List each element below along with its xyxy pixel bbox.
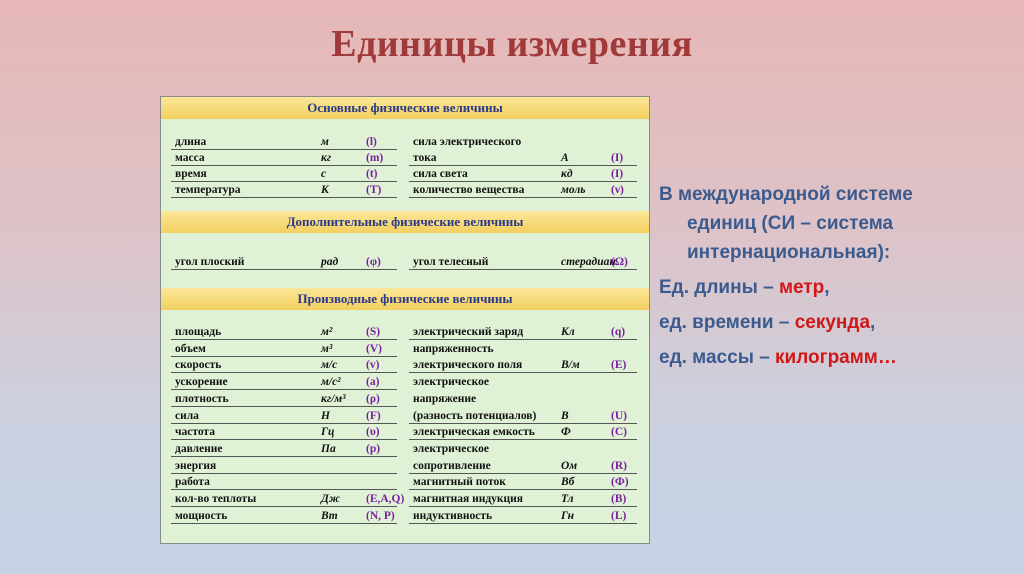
quantity-name: температура bbox=[175, 184, 241, 196]
quantity-name: сила электрического bbox=[413, 136, 522, 148]
unit-symbol: В/м bbox=[561, 359, 580, 372]
unit-symbol: Кл bbox=[561, 326, 575, 338]
table-row bbox=[161, 342, 649, 357]
quantity-letter: (F) bbox=[366, 409, 381, 422]
quantity-name: магнитный поток bbox=[413, 476, 506, 489]
unit-symbol: м bbox=[321, 136, 329, 148]
unit-symbol: Вб bbox=[561, 476, 575, 489]
si-time-label: ед. времени – bbox=[659, 312, 795, 333]
row-underline bbox=[409, 165, 637, 166]
quantity-name: электрическая емкость bbox=[413, 426, 535, 439]
quantity-name: электрический заряд bbox=[413, 326, 524, 338]
quantity-name: работа bbox=[175, 476, 210, 489]
quantity-name: тока bbox=[413, 152, 437, 164]
quantity-name: скорость bbox=[175, 359, 222, 372]
quantity-letter: (E,A,Q) bbox=[366, 493, 405, 505]
table-row bbox=[161, 475, 649, 490]
unit-symbol: Гц bbox=[321, 426, 335, 439]
quantity-letter: (R) bbox=[611, 459, 627, 472]
table-row bbox=[161, 325, 649, 340]
section-derived-header: Производные физические величины bbox=[161, 288, 649, 310]
unit-symbol: Ом bbox=[561, 459, 578, 472]
row-underline bbox=[409, 372, 637, 373]
quantity-name: время bbox=[175, 168, 207, 180]
quantity-name: частота bbox=[175, 426, 215, 439]
quantity-name: длина bbox=[175, 136, 207, 148]
quantity-name: электрическое bbox=[413, 442, 489, 455]
quantity-letter: (I) bbox=[611, 152, 624, 164]
si-time-line bbox=[659, 308, 913, 337]
quantity-name: напряжение bbox=[413, 392, 477, 405]
unit-symbol: Н bbox=[321, 409, 330, 422]
quantity-letter: (φ) bbox=[366, 256, 381, 268]
unit-symbol: м/с² bbox=[321, 376, 341, 389]
unit-symbol: Дж bbox=[321, 493, 340, 505]
quantity-name: площадь bbox=[175, 326, 222, 338]
quantity-letter: (m) bbox=[366, 152, 384, 164]
quantity-name: электрического поля bbox=[413, 359, 523, 372]
unit-symbol: м/с bbox=[321, 359, 338, 372]
row-underline bbox=[409, 473, 637, 474]
si-mass-unit: килограмм… bbox=[775, 347, 897, 368]
quantity-letter: (S) bbox=[366, 326, 381, 338]
unit-symbol: Вт bbox=[321, 509, 338, 522]
table-row bbox=[161, 409, 649, 424]
quantity-name: энергия bbox=[175, 459, 217, 472]
quantity-letter: (q) bbox=[611, 326, 626, 338]
table-row bbox=[161, 183, 649, 198]
unit-symbol: рад bbox=[321, 256, 339, 268]
quantity-letter: (ν) bbox=[611, 184, 624, 196]
table-row bbox=[161, 392, 649, 407]
quantity-name: сила bbox=[175, 409, 199, 422]
row-underline bbox=[409, 197, 637, 198]
quantity-letter: (a) bbox=[366, 376, 380, 389]
unit-symbol: Ф bbox=[561, 426, 571, 439]
unit-symbol: моль bbox=[561, 184, 586, 196]
table-row bbox=[161, 375, 649, 390]
quantity-letter: (t) bbox=[366, 168, 378, 180]
si-mass-label: ед. массы – bbox=[659, 347, 776, 368]
table-row bbox=[161, 492, 649, 507]
unit-symbol: Па bbox=[321, 442, 336, 455]
si-time-comma: , bbox=[870, 312, 876, 333]
si-length-unit: метр bbox=[778, 277, 825, 298]
si-mass-line bbox=[659, 343, 913, 372]
quantity-letter: (v) bbox=[366, 359, 380, 372]
quantity-name: электрическое bbox=[413, 376, 489, 389]
quantity-name: магнитная индукция bbox=[413, 493, 524, 505]
row-underline bbox=[409, 339, 637, 340]
quantity-letter: (T) bbox=[366, 184, 382, 196]
quantity-name: кол-во теплоты bbox=[175, 493, 257, 505]
quantity-name: масса bbox=[175, 152, 205, 164]
row-underline bbox=[409, 439, 637, 440]
si-length-comma: , bbox=[824, 277, 830, 298]
quantity-letter: (E) bbox=[611, 359, 627, 372]
quantity-name: сопротивление bbox=[413, 459, 491, 472]
quantity-letter: (l) bbox=[366, 136, 377, 148]
quantity-letter: (I) bbox=[611, 168, 624, 180]
si-length-label: Ед. длины – bbox=[659, 277, 779, 298]
quantity-letter: (U) bbox=[611, 409, 627, 422]
quantity-letter: (L) bbox=[611, 509, 627, 522]
quantity-letter: (υ) bbox=[366, 426, 380, 439]
quantity-letter: (ρ) bbox=[366, 392, 380, 405]
table-row bbox=[161, 167, 649, 182]
si-line-3: интернациональная): bbox=[687, 242, 891, 263]
quantity-letter: (p) bbox=[366, 442, 381, 455]
quantity-letter: (N, P) bbox=[366, 509, 395, 522]
table-row bbox=[161, 135, 649, 150]
quantity-name: угол телесный bbox=[413, 256, 489, 268]
quantity-name: количество вещества bbox=[413, 184, 525, 196]
si-time-unit: секунда bbox=[794, 312, 871, 333]
si-description bbox=[659, 180, 913, 372]
quantity-name: давление bbox=[175, 442, 223, 455]
quantity-name: плотность bbox=[175, 392, 229, 405]
row-underline bbox=[409, 506, 637, 507]
quantity-name: (разность потенциалов) bbox=[413, 409, 537, 422]
quantity-name: напряженность bbox=[413, 342, 494, 355]
quantity-name: сила света bbox=[413, 168, 468, 180]
quantity-name: объем bbox=[175, 342, 206, 355]
quantity-name: ускорение bbox=[175, 376, 228, 389]
si-length-line bbox=[659, 273, 913, 302]
quantity-letter: (Ф) bbox=[611, 476, 629, 489]
quantity-letter: (Ω) bbox=[611, 256, 628, 268]
unit-symbol: м³ bbox=[321, 342, 333, 355]
row-underline bbox=[409, 269, 637, 270]
quantity-name: индуктивность bbox=[413, 509, 493, 522]
quantity-letter: (V) bbox=[366, 342, 382, 355]
slide-title: Единицы измерения bbox=[331, 23, 693, 65]
table-row bbox=[161, 358, 649, 373]
unit-symbol: Гн bbox=[561, 509, 574, 522]
si-line-1: В международной системе bbox=[659, 184, 913, 205]
table-row bbox=[161, 509, 649, 524]
row-underline bbox=[409, 523, 637, 524]
row-underline bbox=[409, 489, 637, 490]
units-table bbox=[160, 96, 650, 544]
quantity-name: угол плоский bbox=[175, 256, 245, 268]
table-row bbox=[161, 425, 649, 440]
unit-symbol: стерадиан bbox=[561, 256, 616, 268]
si-line-2: единиц (СИ – система bbox=[687, 213, 894, 234]
unit-symbol: с bbox=[321, 168, 327, 180]
unit-symbol: В bbox=[561, 409, 569, 422]
unit-symbol: м² bbox=[321, 326, 333, 338]
table-row bbox=[161, 151, 649, 166]
row-underline bbox=[409, 181, 637, 182]
quantity-name: мощность bbox=[175, 509, 228, 522]
unit-symbol: К bbox=[321, 184, 329, 196]
unit-symbol: кд bbox=[561, 168, 573, 180]
unit-symbol: кг bbox=[321, 152, 332, 164]
section-basic-header: Основные физические величины bbox=[161, 97, 649, 119]
unit-symbol: Тл bbox=[561, 493, 574, 505]
quantity-letter: (B) bbox=[611, 493, 627, 505]
quantity-letter: (C) bbox=[611, 426, 627, 439]
table-row bbox=[161, 459, 649, 474]
unit-symbol: А bbox=[561, 152, 569, 164]
table-row bbox=[161, 255, 649, 270]
table-row bbox=[161, 442, 649, 457]
section-additional-header: Дополнительные физические величины bbox=[161, 211, 649, 233]
unit-symbol: кг/м³ bbox=[321, 392, 346, 405]
row-underline bbox=[409, 423, 637, 424]
